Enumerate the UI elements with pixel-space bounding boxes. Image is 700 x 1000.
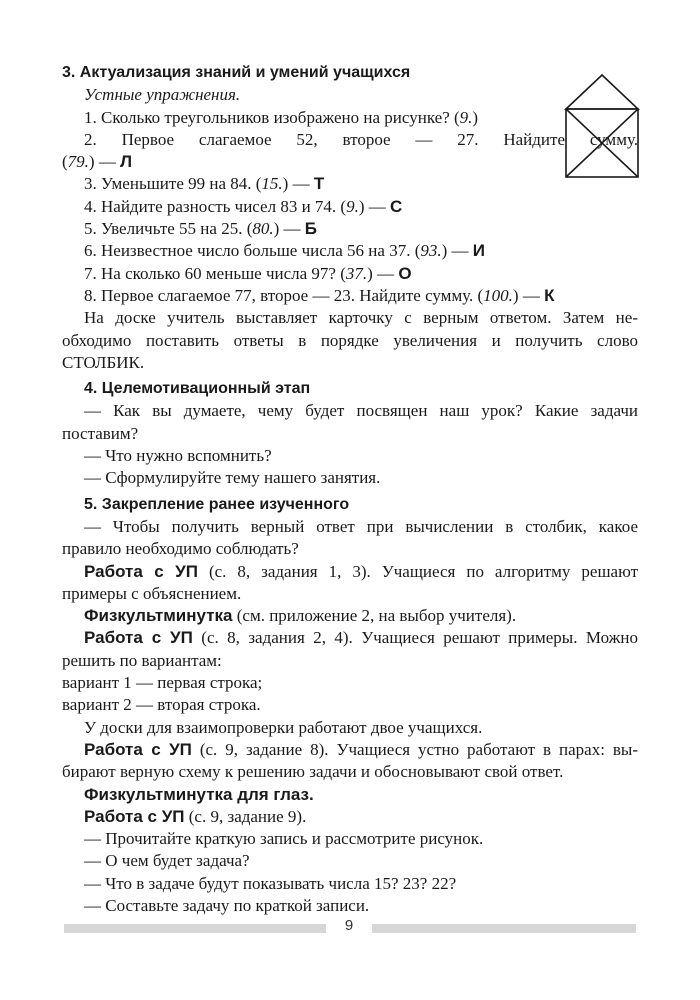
dialogue-line: — Сформулируйте тему нашего занятия. [84,468,381,488]
question-1: 1. Сколько треугольников изображено на рисунке? (9.) [84,107,479,127]
question-4: 4. Найдите разность чисел 83 и 74. (9.) — С [84,196,403,216]
question-6: 6. Неизвестное число больше числа 56 на 37. (93.) — И [84,241,485,261]
page-content [62,62,638,917]
variant-1: вариант 1 — первая строка; [62,673,263,693]
work-textbook-1-cont: примеры с объяснением. [62,583,242,603]
question-5: 5. Увеличьте 55 на 25. (80.) — Б [84,219,317,239]
physical-break-2: Физкультминутка для глаз. [84,784,314,804]
question-2-answer: (79.) — Л [62,152,133,172]
work-textbook-3: Работа с УП (с. 9, задание 8). Учащиеся устно работают в парах: вы- [84,739,638,759]
dialogue-line: — О чем будет задача? [84,851,250,871]
variant-2: вариант 2 — вторая строка. [62,695,261,715]
dialogue-line: — Что нужно вспомнить? [84,446,272,466]
dialogue-line: правило необходимо соблюдать? [62,539,299,559]
dialogue-line: — Как вы думаете, чему будет посвящен наш урок? Какие задачи [84,401,638,421]
dialogue-line: — Прочитайте краткую запись и рассмотрите рисунок. [84,829,484,849]
dialogue-line: — Составьте задачу по краткой записи. [84,895,370,915]
footer-rule-right [372,924,636,933]
question-7: 7. На сколько 60 меньше числа 97? (37.) — О [84,263,412,283]
question-2: 2. Первое слагаемое 52, второе — 27. Найдите сумму. [84,129,638,149]
page-footer [64,917,636,934]
dialogue-line: поставим? [62,423,139,443]
paragraph-line: На доске учитель выставляет карточку с верным ответом. Затем не- [84,308,638,328]
work-textbook-4: Работа с УП (с. 9, задание 9). [84,806,307,826]
paragraph-line: обходимо поставить ответы в порядке увеличения и получить слово [62,330,638,350]
physical-break-1: Физкультминутка (см. приложение 2, на выбор учителя). [84,606,517,626]
work-textbook-3-cont: бирают верную схему к решению задачи и обосновывают свой ответ. [62,762,564,782]
dialogue-line: — Что в задаче будут показывать числа 15? 23? 22? [84,873,457,893]
board-note: У доски для взаимопроверки работают двое учащихся. [84,717,483,737]
page-number: 9 [344,917,354,934]
section-3-heading: 3. Актуализация знаний и умений учащихся [62,64,411,81]
section-4-heading: 4. Целемотивационный этап [84,380,311,398]
question-8: 8. Первое слагаемое 77, второе — 23. Найдите сумму. (100.) — К [84,285,555,305]
work-textbook-1: Работа с УП (с. 8, задания 1, 3). Учащиеся по алгоритму решают [84,561,639,581]
work-textbook-2: Работа с УП (с. 8, задания 2, 4). Учащиеся решают примеры. Можно [84,628,638,648]
section-5-heading: 5. Закрепление ранее изученного [84,495,350,513]
footer-rule-left [64,924,326,933]
section-3-subtitle: Устные упражнения. [84,85,241,105]
dialogue-line: — Чтобы получить верный ответ при вычислении в столбик, какое [84,516,638,536]
paragraph-line: СТОЛБИК. [62,352,145,372]
question-3: 3. Уменьшите 99 на 84. (15.) — Т [84,174,325,194]
work-textbook-2-cont: решить по вариантам: [62,650,222,670]
